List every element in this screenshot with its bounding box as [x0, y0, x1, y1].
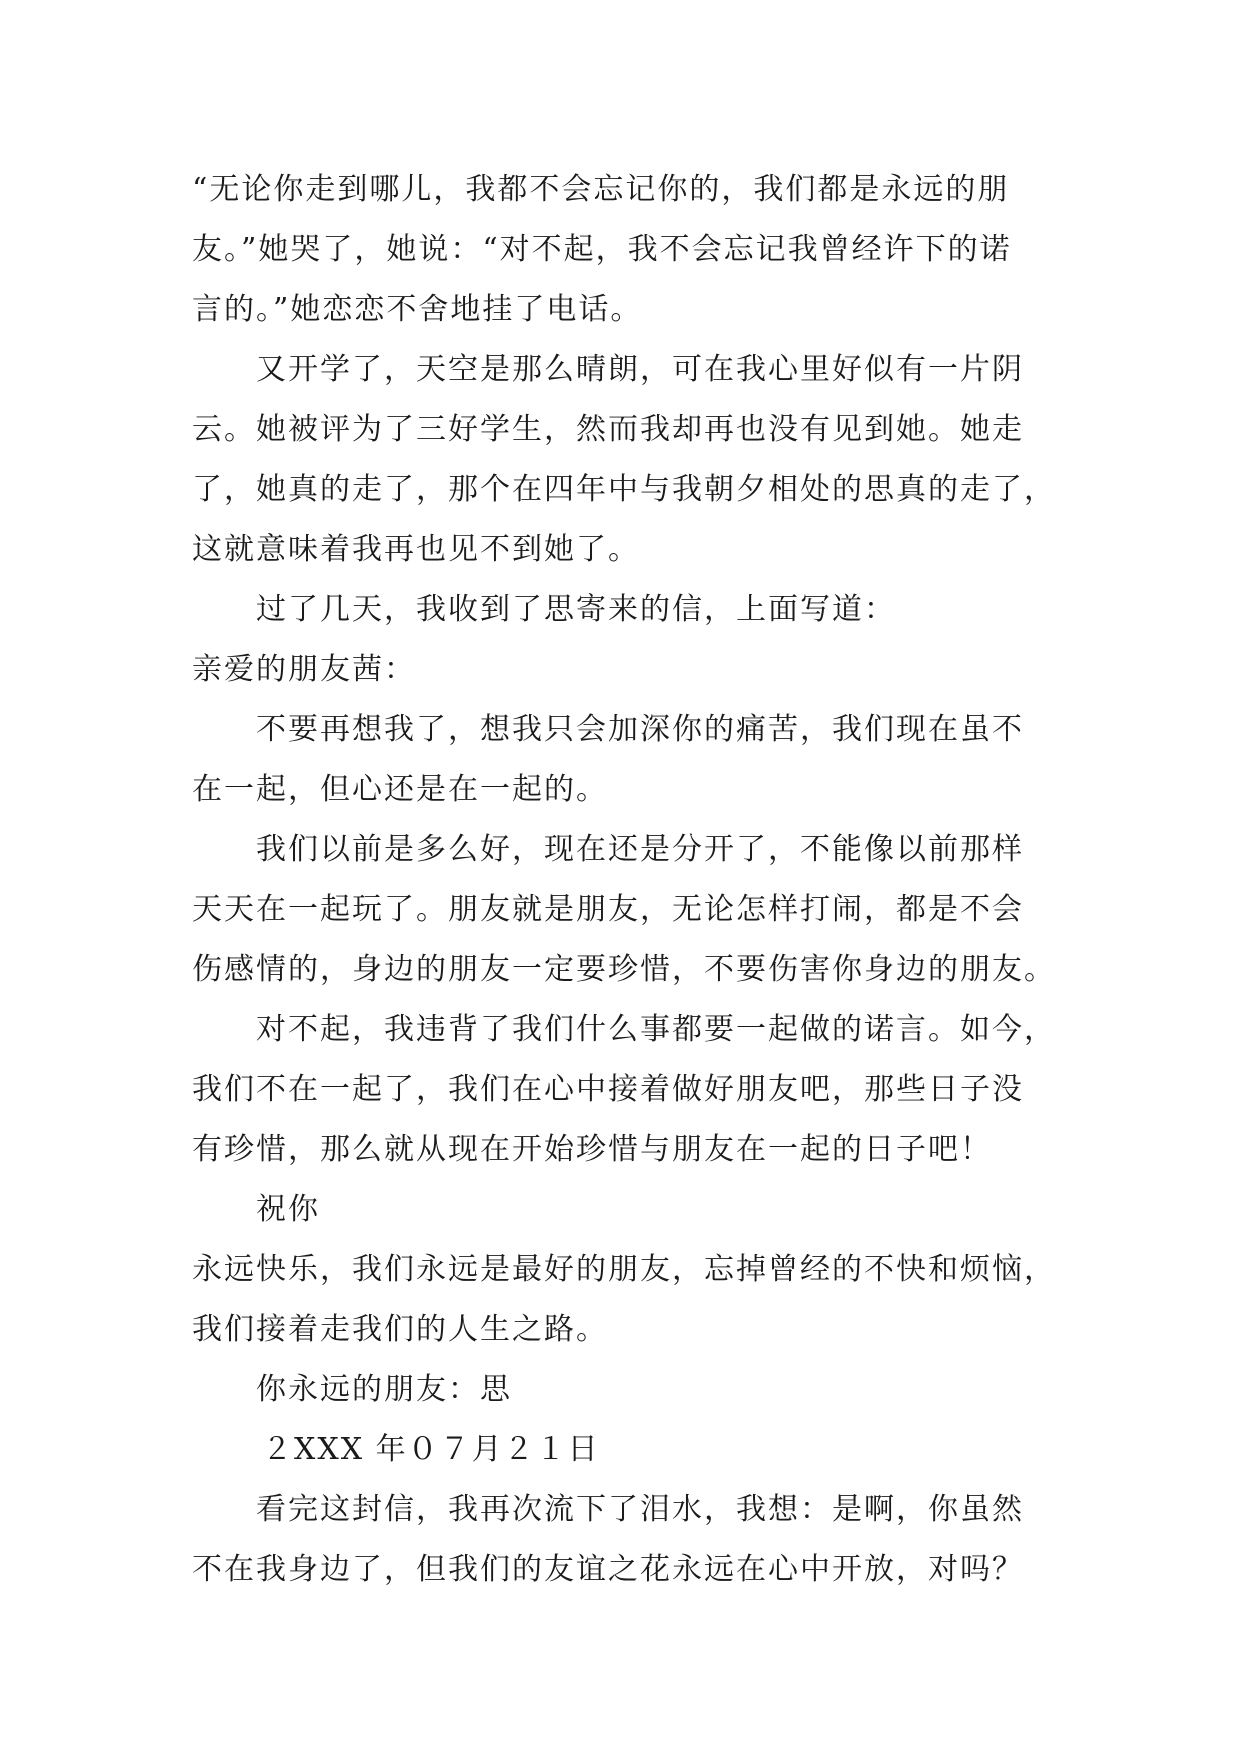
text-line: 永远快乐，我们永远是最好的朋友，忘掉曾经的不快和烦恼，: [192, 1252, 1056, 1287]
text-line: 在一起，但心还是在一起的。: [192, 772, 608, 807]
text-line: 我们不在一起了，我们在心中接着做好朋友吧，那些日子没: [192, 1072, 1024, 1107]
text-line: 不在我身边了，但我们的友谊之花永远在心中开放，对吗？: [192, 1552, 1024, 1587]
text-line: 过了几天，我收到了思寄来的信，上面写道：: [256, 592, 896, 627]
text-line: 天天在一起玩了。朋友就是朋友，无论怎样打闹，都是不会: [192, 892, 1024, 927]
text-line: 又开学了，天空是那么晴朗，可在我心里好似有一片阴: [256, 352, 1024, 387]
text-line: 友。”她哭了，她说：“对不起，我不会忘记我曾经许下的诺: [192, 232, 1012, 267]
text-line: 云。她被评为了三好学生，然而我却再也没有见到她。她走: [192, 412, 1024, 447]
text-line: “无论你走到哪儿，我都不会忘记你的，我们都是永远的朋: [192, 172, 1010, 207]
text-line: 对不起，我违背了我们什么事都要一起做的诺言。如今，: [256, 1012, 1056, 1047]
text-line: 看完这封信，我再次流下了泪水，我想：是啊，你虽然: [256, 1492, 1024, 1527]
text-line: 我们以前是多么好，现在还是分开了，不能像以前那样: [256, 832, 1024, 867]
text-line: 言的。”她恋恋不舍地挂了电话。: [192, 292, 643, 327]
letter-salutation: 亲爱的朋友茜：: [192, 652, 416, 687]
text-line: 伤感情的，身边的朋友一定要珍惜，不要伤害你身边的朋友。: [192, 952, 1056, 987]
text-line: 不要再想我了，想我只会加深你的痛苦，我们现在虽不: [256, 712, 1024, 747]
text-line: 我们接着走我们的人生之路。: [192, 1312, 608, 1347]
text-line: 这就意味着我再也见不到她了。: [192, 532, 640, 567]
text-line: 了，她真的走了，那个在四年中与我朝夕相处的思真的走了，: [192, 472, 1056, 507]
letter-signature: 你永远的朋友：思: [256, 1372, 512, 1407]
text-line: 有珍惜，那么就从现在开始珍惜与朋友在一起的日子吧！: [192, 1132, 992, 1167]
document-body: [192, 160, 1072, 1600]
letter-closing: 祝你: [256, 1192, 320, 1227]
letter-date: ２XXX 年０７月２１日: [262, 1432, 600, 1467]
